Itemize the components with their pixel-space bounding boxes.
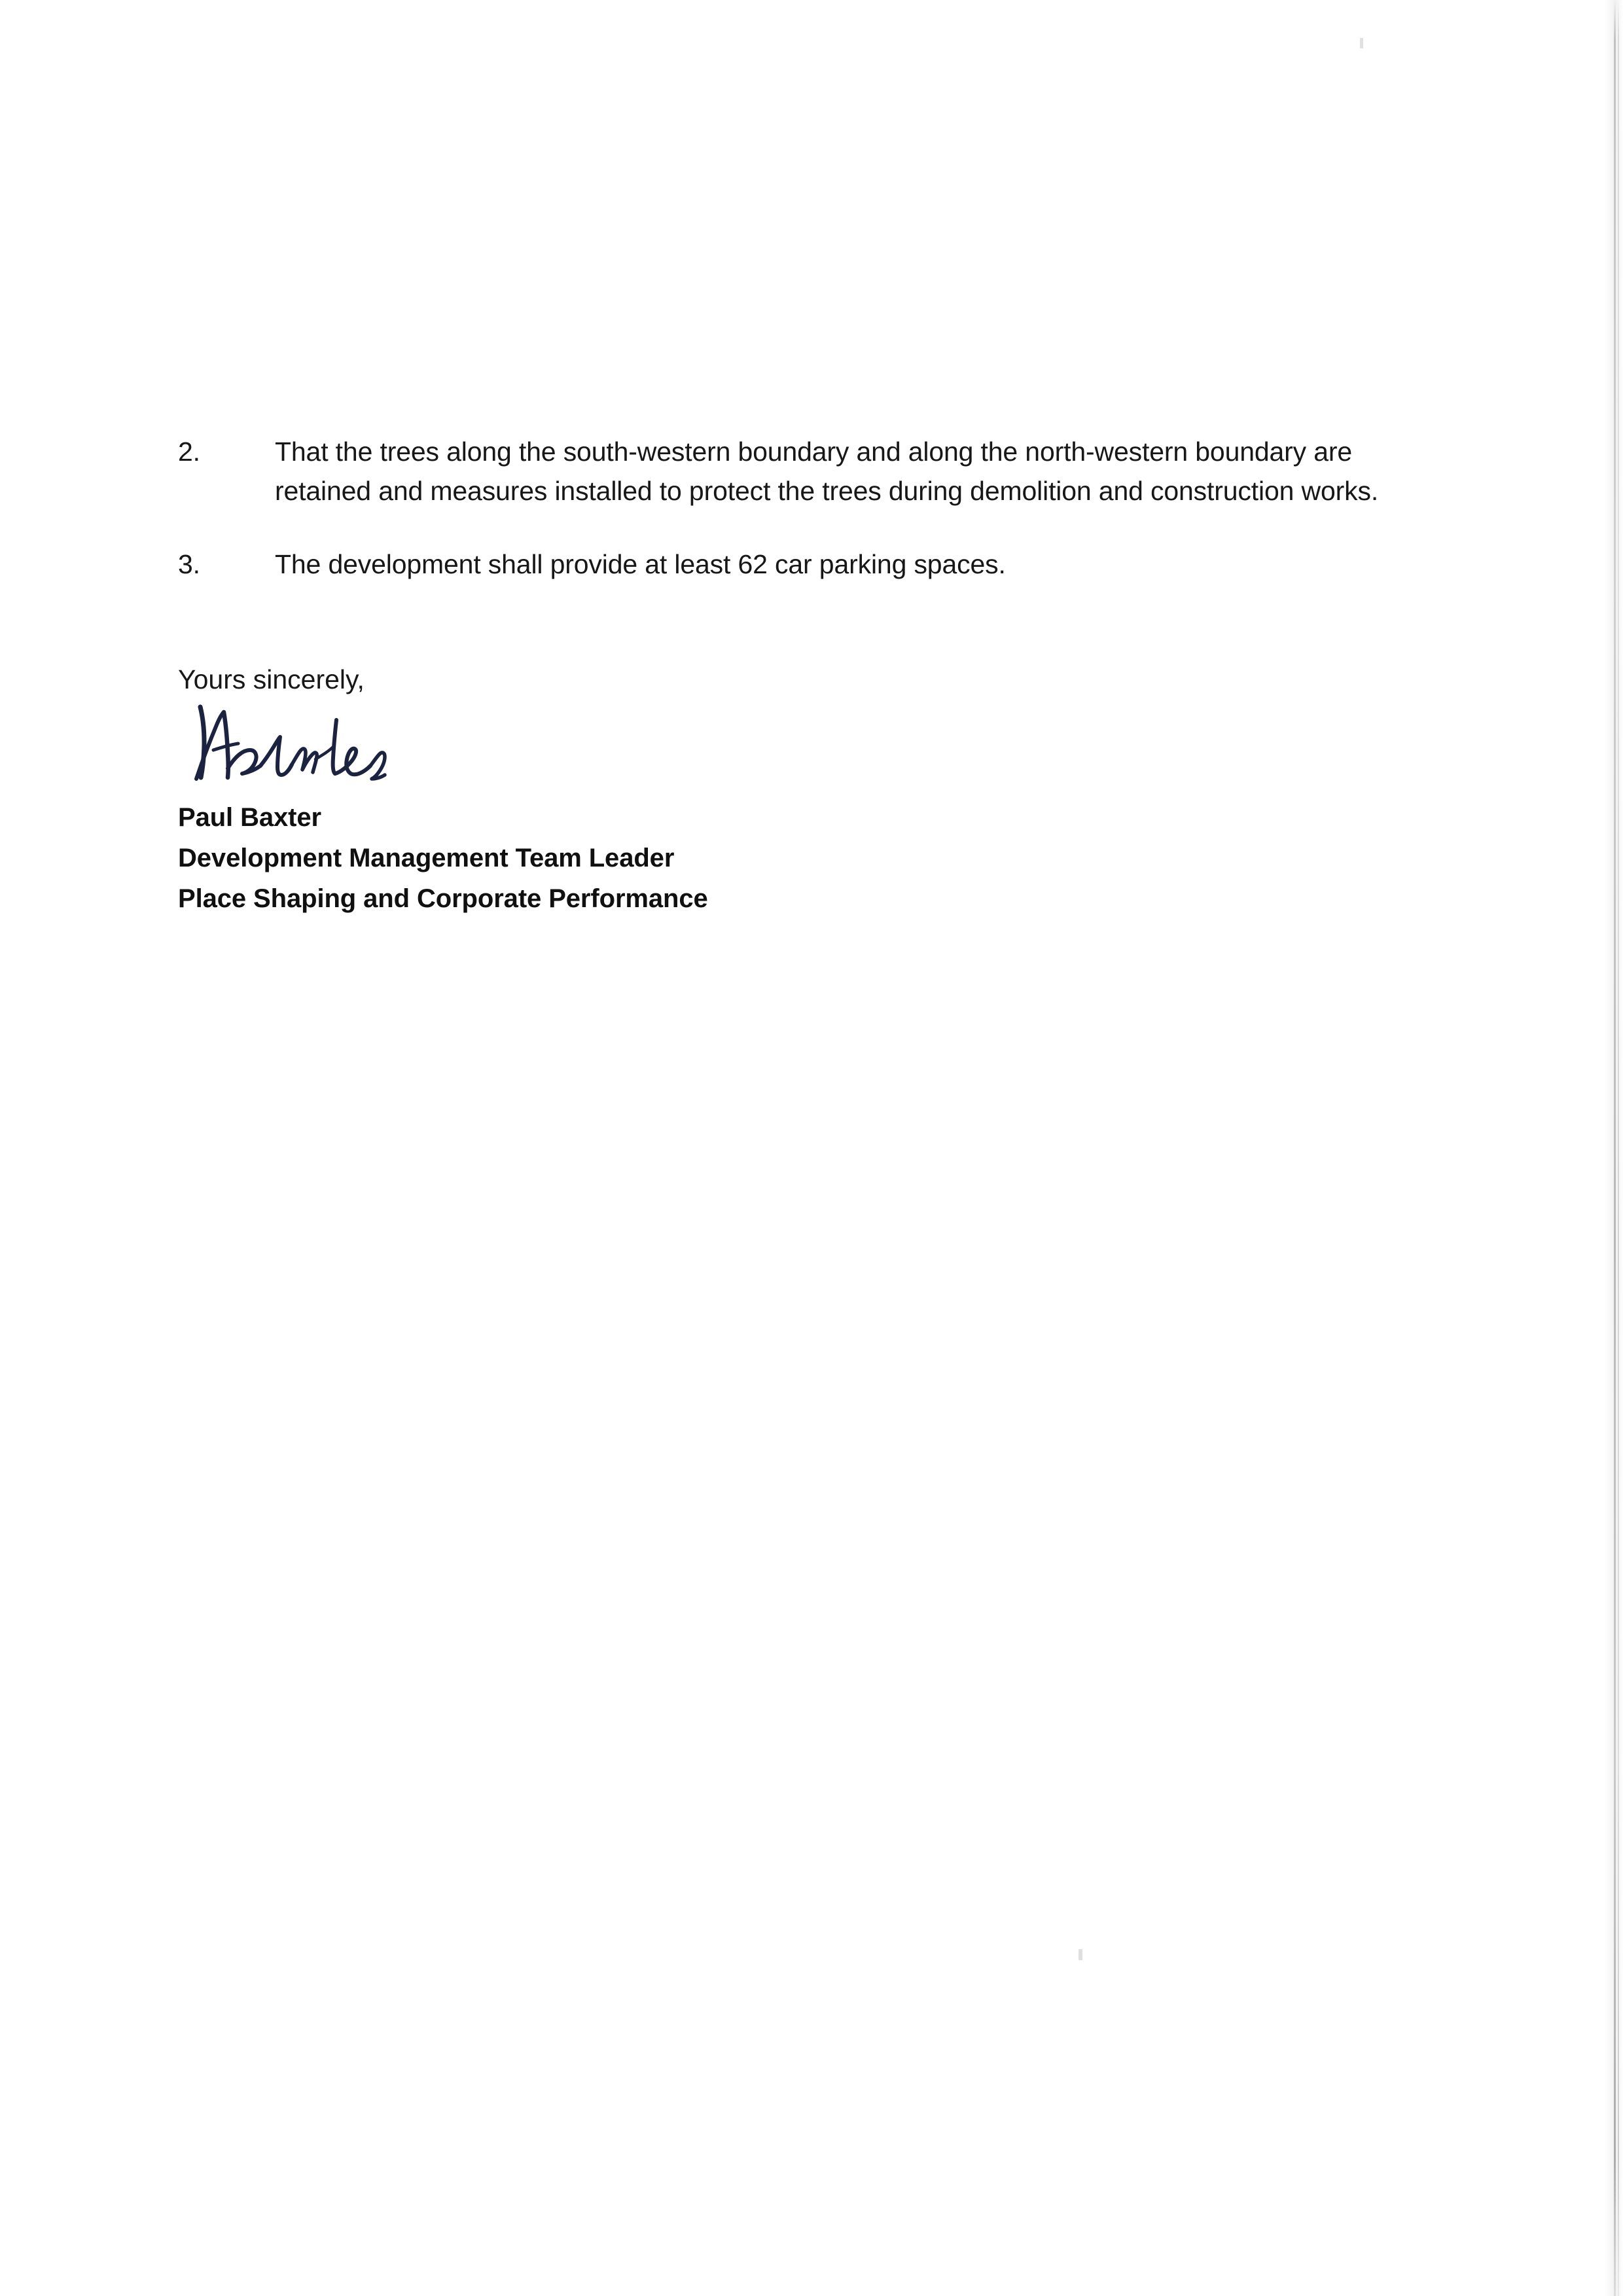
condition-number-3: 3.: [178, 549, 200, 579]
condition-number-2: 2.: [178, 437, 200, 467]
condition-text-3: The development shall provide at least 62 car parking spaces.: [275, 549, 1006, 579]
closing-salutation: Yours sincerely,: [178, 664, 365, 694]
signatory-name: Paul Baxter: [178, 803, 321, 832]
scan-speck-top-right: [1360, 38, 1363, 48]
condition-item-2: [178, 432, 1448, 511]
paragraph-spacer: [178, 511, 1448, 545]
condition-item-3: [178, 545, 1448, 584]
letter-body: [178, 432, 1448, 919]
scan-artifact-line-secondary: [1618, 0, 1619, 2296]
scan-artifact-line-primary: [1614, 0, 1616, 2296]
signature: [187, 695, 403, 793]
condition-text-2: That the trees along the south-western boundary and along the north-western boundary are retained and measures installed to protect the trees during demolition and construction works.: [275, 437, 1379, 506]
closing-spacer: [178, 584, 1448, 660]
signatory-job-title: Development Management Team Leader: [178, 844, 675, 872]
signatory-department: Place Shaping and Corporate Performance: [178, 884, 708, 913]
scan-speck-bottom-center: [1079, 1949, 1082, 1960]
